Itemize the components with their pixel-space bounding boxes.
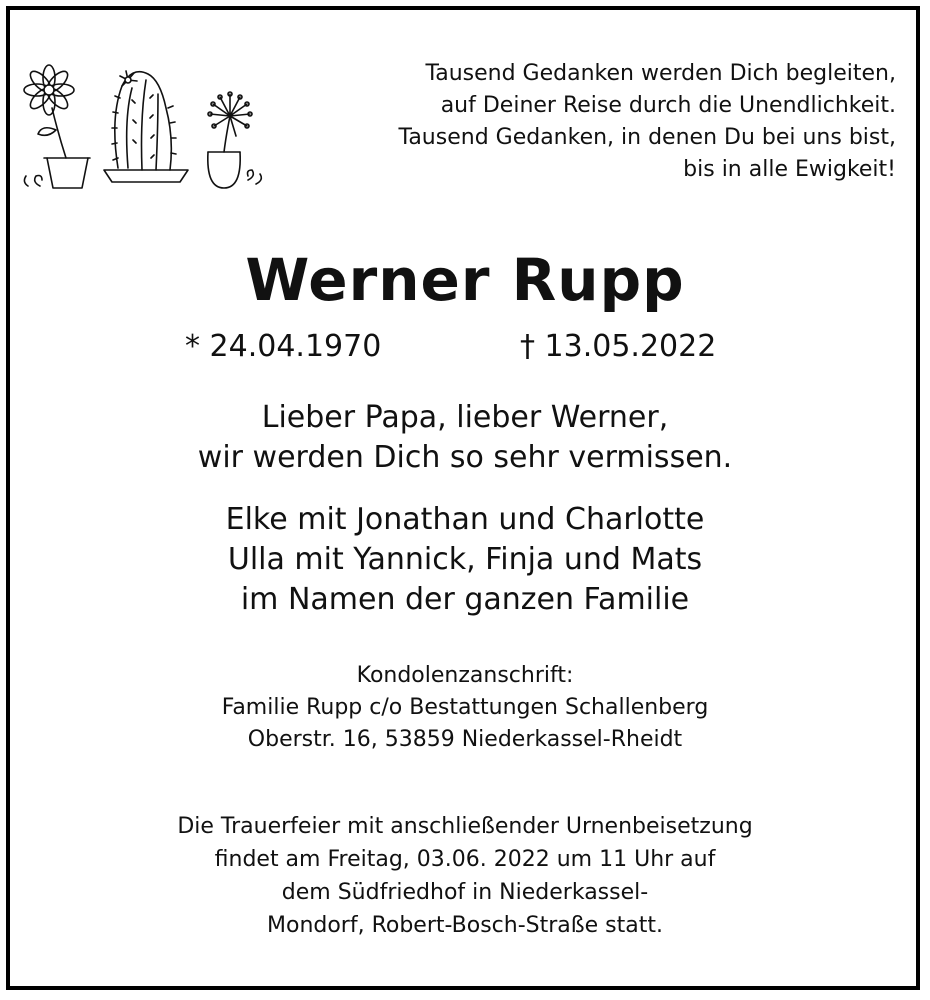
- message-line: Lieber Papa, lieber Werner,: [261, 400, 669, 435]
- address-line: Oberstr. 16, 53859 Niederkassel-Rheidt: [247, 727, 683, 752]
- dandelion-pot-icon: [208, 92, 262, 188]
- poem-block: [276, 58, 896, 186]
- ceremony-line: dem Südfriedhof in Niederkassel-: [281, 880, 649, 905]
- poem-line: Tausend Gedanken, in denen Du bei uns bist,: [398, 125, 896, 150]
- birth-date: * 24.04.1970: [185, 329, 382, 364]
- death-date: † 13.05.2022: [520, 329, 717, 364]
- family-signature: [0, 500, 930, 620]
- ceremony-line: Die Trauerfeier mit anschließender Urnenbeisetzung: [177, 814, 753, 839]
- family-line: Elke mit Jonathan und Charlotte: [225, 502, 705, 537]
- flower-pot-icon: [24, 65, 90, 188]
- poem-line: bis in alle Ewigkeit!: [683, 157, 896, 182]
- cactus-icon: [104, 71, 188, 182]
- address-line: Kondolenzanschrift:: [356, 663, 574, 688]
- farewell-message: [0, 398, 930, 478]
- family-line: im Namen der ganzen Familie: [240, 582, 690, 617]
- ceremony-line: findet am Freitag, 03.06. 2022 um 11 Uhr auf: [214, 847, 716, 872]
- condolence-address: [0, 660, 930, 756]
- plant-illustration: [20, 58, 270, 198]
- poem-line: auf Deiner Reise durch die Unendlichkeit.: [440, 93, 896, 118]
- poem-line: Tausend Gedanken werden Dich begleiten,: [425, 61, 896, 86]
- ceremony-info: [0, 810, 930, 942]
- message-line: wir werden Dich so sehr vermissen.: [197, 440, 733, 475]
- ceremony-line: Mondorf, Robert-Bosch-Straße statt.: [267, 913, 663, 938]
- address-line: Familie Rupp c/o Bestattungen Schallenberg: [221, 695, 709, 720]
- family-line: Ulla mit Yannick, Finja und Mats: [227, 542, 703, 577]
- deceased-name: Werner Rupp: [245, 246, 685, 314]
